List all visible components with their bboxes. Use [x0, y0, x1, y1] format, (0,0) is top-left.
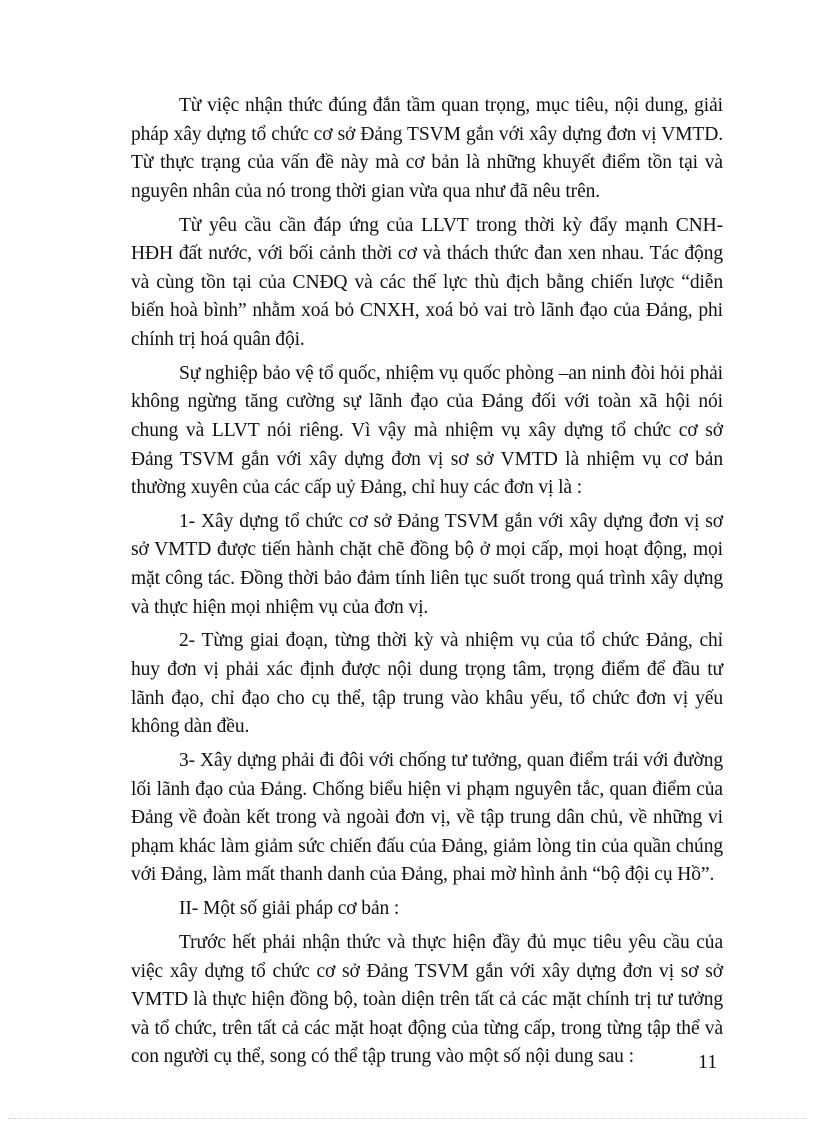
list-item-3: 3- Xây dựng phải đi đôi với chống tư tưởng, quan điểm trái với đường lối lãnh đạo của Đảng. Chống biểu hiện vi phạm nguyên tắc, quan điểm của Đảng về đoàn kết trong và ngoài đơn vị, về tập trung dân chủ, về những vi phạm khác làm giảm sức chiến đấu của Đảng, giảm lòng tin của quần chúng với Đảng, làm mất thanh danh của Đảng, phai mờ hình ảnh “bộ đội cụ Hồ”. [131, 750, 723, 886]
document-body [131, 92, 723, 1072]
paragraph-solutions-intro: Trước hết phải nhận thức và thực hiện đầy đủ mục tiêu yêu cầu của việc xây dựng tổ chức cơ sở Đảng TSVM gắn với xây dựng đơn vị sơ sở VMTD là thực hiện đồng bộ, toàn diện trên tất cả các mặt chính trị tư tưởng và tổ chức, trên tất cả các mặt hoạt động của từng cấp, trong từng tập thể và con người cụ thể, song có thể tập trung vào một số nội dung sau : [131, 931, 723, 1068]
paragraph-requirements: Từ yêu cầu cần đáp ứng của LLVT trong thời kỳ đẩy mạnh CNH-HĐH đất nước, với bối cảnh thời cơ và thách thức đan xen nhau. Tác động và cùng tồn tại của CNĐQ và các thế lực thù địch bằng chiến lược “diễn biến hoà bình” nhằm xoá bỏ CNXH, xoá bỏ vai trò lãnh đạo của Đảng, phi chính trị hoá quân đội. [131, 214, 723, 350]
paragraph-awareness: Từ việc nhận thức đúng đắn tầm quan trọng, mục tiêu, nội dung, giải pháp xây dựng tổ chức cơ sở Đảng TSVM gắn với xây dựng đơn vị VMTD. Từ thực trạng của vấn đề này mà cơ bản là những khuyết điểm tồn tại và nguyên nhân của nó trong thời gian vừa qua như đã nêu trên. [131, 95, 723, 202]
list-item-2: 2- Từng giai đoạn, từng thời kỳ và nhiệm vụ của tổ chức Đảng, chỉ huy đơn vị phải xác định được nội dung trọng tâm, trọng điểm để đầu tư lãnh đạo, chỉ đạo cho cụ thể, tập trung vào khâu yếu, tổ chức đơn vị yếu không dàn đều. [131, 630, 723, 738]
section-heading-solutions: II- Một số giải pháp cơ bản : [179, 898, 400, 920]
list-item-1: 1- Xây dựng tổ chức cơ sở Đảng TSVM gắn với xây dựng đơn vị sơ sở VMTD được tiến hành chặt chẽ đồng bộ ở mọi cấp, mọi hoạt động, mọi mặt công tác. Đồng thời bảo đảm tính liên tục suốt trong quá trình xây dựng và thực hiện mọi nhiệm vụ của đơn vị. [131, 510, 723, 618]
page-number: 11 [698, 1051, 718, 1073]
paragraph-national-defense: Sự nghiệp bảo vệ tổ quốc, nhiệm vụ quốc phòng –an ninh đòi hỏi phải không ngừng tăng cường sự lãnh đạo của Đảng đối với toàn xã hội nói chung và LLVT nói riêng. Vì vậy mà nhiệm vụ xây dựng tổ chức cơ sở Đảng TSVM gắn với xây dựng đơn vị sơ sở VMTD là nhiệm vụ cơ bản thường xuyên của các cấp uỷ Đảng, chỉ huy các đơn vị là : [131, 362, 723, 499]
page-bottom-divider [8, 1118, 808, 1119]
